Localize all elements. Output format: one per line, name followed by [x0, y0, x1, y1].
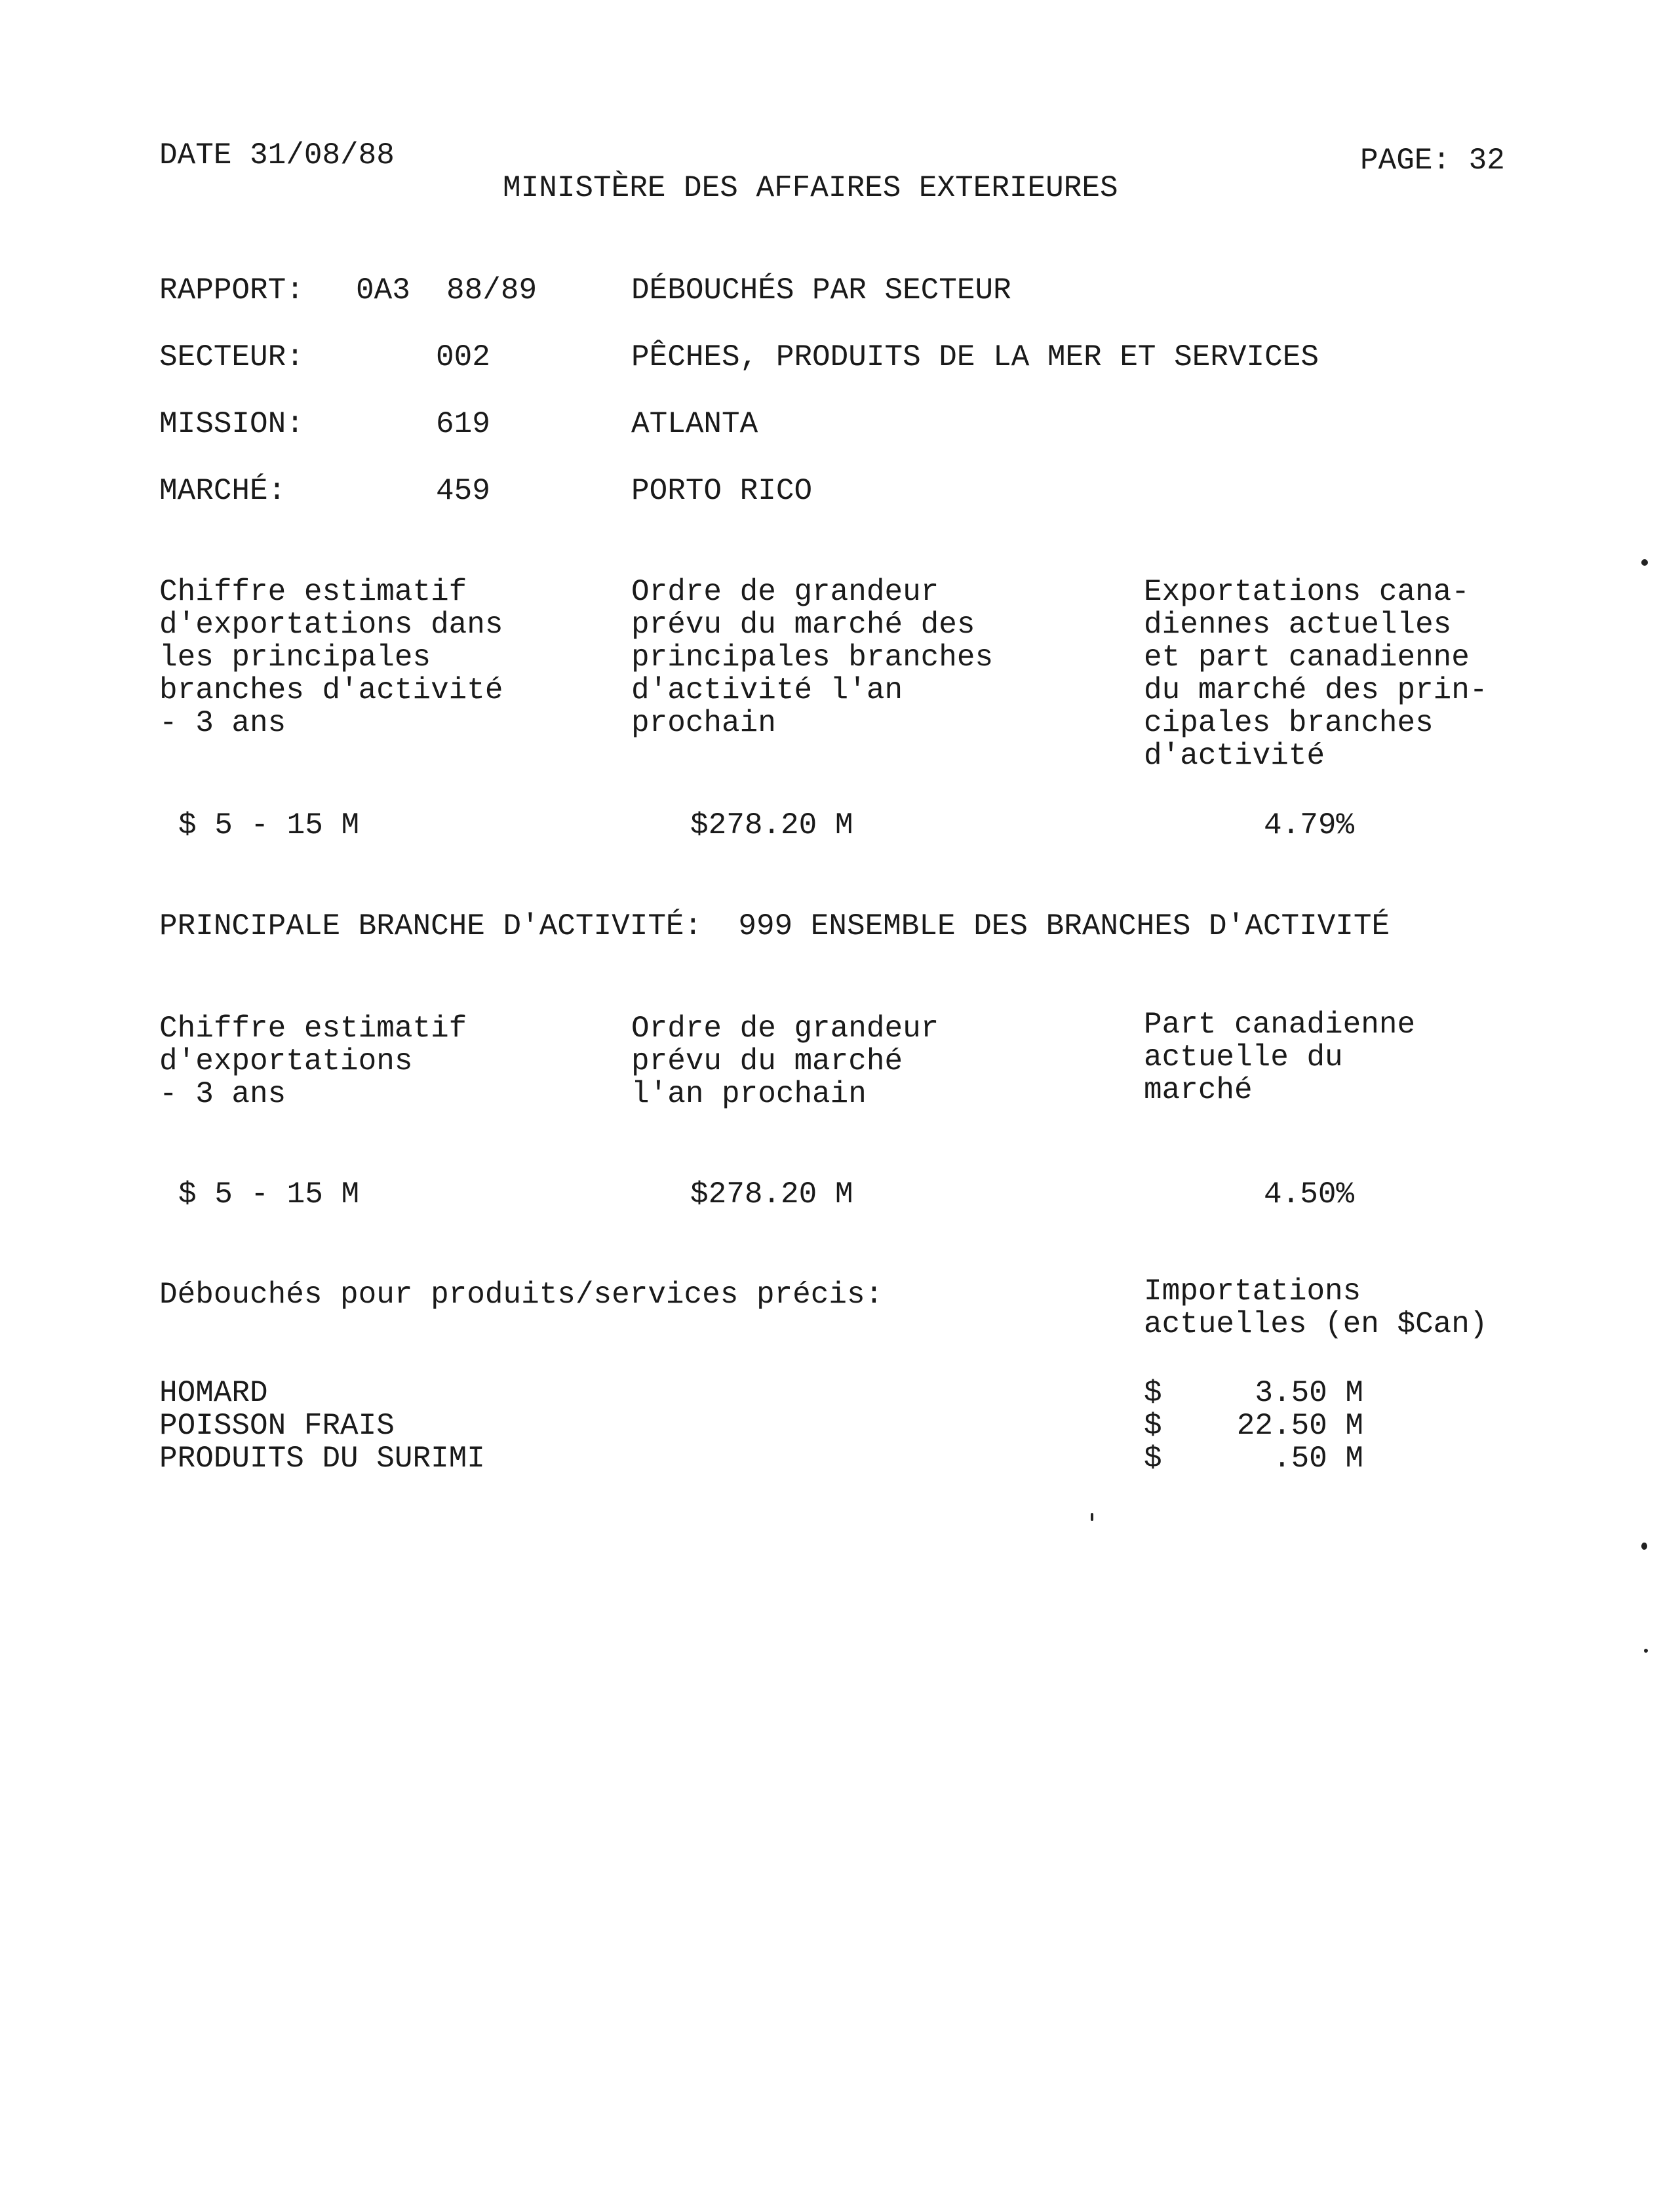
secteur-value: PÊCHES, PRODUITS DE LA MER ET SERVICES [631, 340, 1319, 374]
product-currency: $ [1144, 1442, 1162, 1476]
product-amount: 3.50 M [1255, 1376, 1363, 1410]
s1-col3-header: Exportations cana- diennes actuelles et part canadienne du marché des prin- cipales branches d'activité [1144, 575, 1488, 773]
product-name: HOMARD [159, 1376, 268, 1410]
s2-col1-header: Chiffre estimatif d'exportations - 3 ans [159, 1012, 467, 1111]
product-amount: 22.50 M [1236, 1409, 1363, 1443]
scan-speck [1641, 1543, 1647, 1550]
marche-value: PORTO RICO [631, 474, 813, 508]
rapport-value: DÉBOUCHÉS PAR SECTEUR [631, 273, 1011, 307]
imports-header: Importations actuelles (en $Can) [1144, 1274, 1488, 1341]
secteur-label: SECTEUR: [159, 340, 304, 374]
product-currency: $ [1144, 1409, 1162, 1443]
s2-value-exports-estimate: $ 5 - 15 M [178, 1177, 360, 1211]
marche-label: MARCHÉ: [159, 474, 286, 508]
mission-label: MISSION: [159, 407, 304, 441]
product-amount: .50 M [1272, 1442, 1363, 1476]
product-name: PRODUITS DU SURIMI [159, 1442, 485, 1476]
product-name: POISSON FRAIS [159, 1409, 395, 1443]
ministry-title: MINISTÈRE DES AFFAIRES EXTERIEURES [503, 171, 1118, 205]
s2-col2-header: Ordre de grandeur prévu du marché l'an prochain [631, 1012, 939, 1111]
debouches-title: Débouchés pour produits/services précis: [159, 1278, 884, 1312]
rapport-label: RAPPORT: [159, 273, 304, 307]
s1-value-exports-estimate: $ 5 - 15 M [178, 808, 360, 842]
rapport-code: 0A3 88/89 [356, 273, 537, 307]
s1-value-market-size: $278.20 M [690, 808, 853, 842]
marche-code: 459 [436, 474, 490, 508]
mission-value: ATLANTA [631, 407, 758, 441]
page-number: PAGE: 32 [1360, 144, 1505, 178]
principal-branch: PRINCIPALE BRANCHE D'ACTIVITÉ: 999 ENSEMBLE DES BRANCHES D'ACTIVITÉ [159, 909, 1390, 943]
s2-value-canadian-share: 4.50% [1264, 1177, 1355, 1211]
s1-col2-header: Ordre de grandeur prévu du marché des principales branches d'activité l'an prochain [631, 575, 994, 740]
mission-code: 619 [436, 407, 490, 441]
secteur-code: 002 [436, 340, 490, 374]
product-currency: $ [1144, 1376, 1162, 1410]
s2-col3-header: Part canadienne actuelle du marché [1144, 1008, 1416, 1107]
s1-value-canadian-share: 4.79% [1264, 808, 1355, 842]
scan-speck [1644, 1649, 1648, 1653]
scan-speck [1091, 1513, 1093, 1521]
s1-col1-header: Chiffre estimatif d'exportations dans les principales branches d'activité - 3 ans [159, 575, 503, 740]
scan-speck [1641, 559, 1648, 566]
s2-value-market-size: $278.20 M [690, 1177, 853, 1211]
report-date: DATE 31/08/88 [159, 138, 395, 172]
